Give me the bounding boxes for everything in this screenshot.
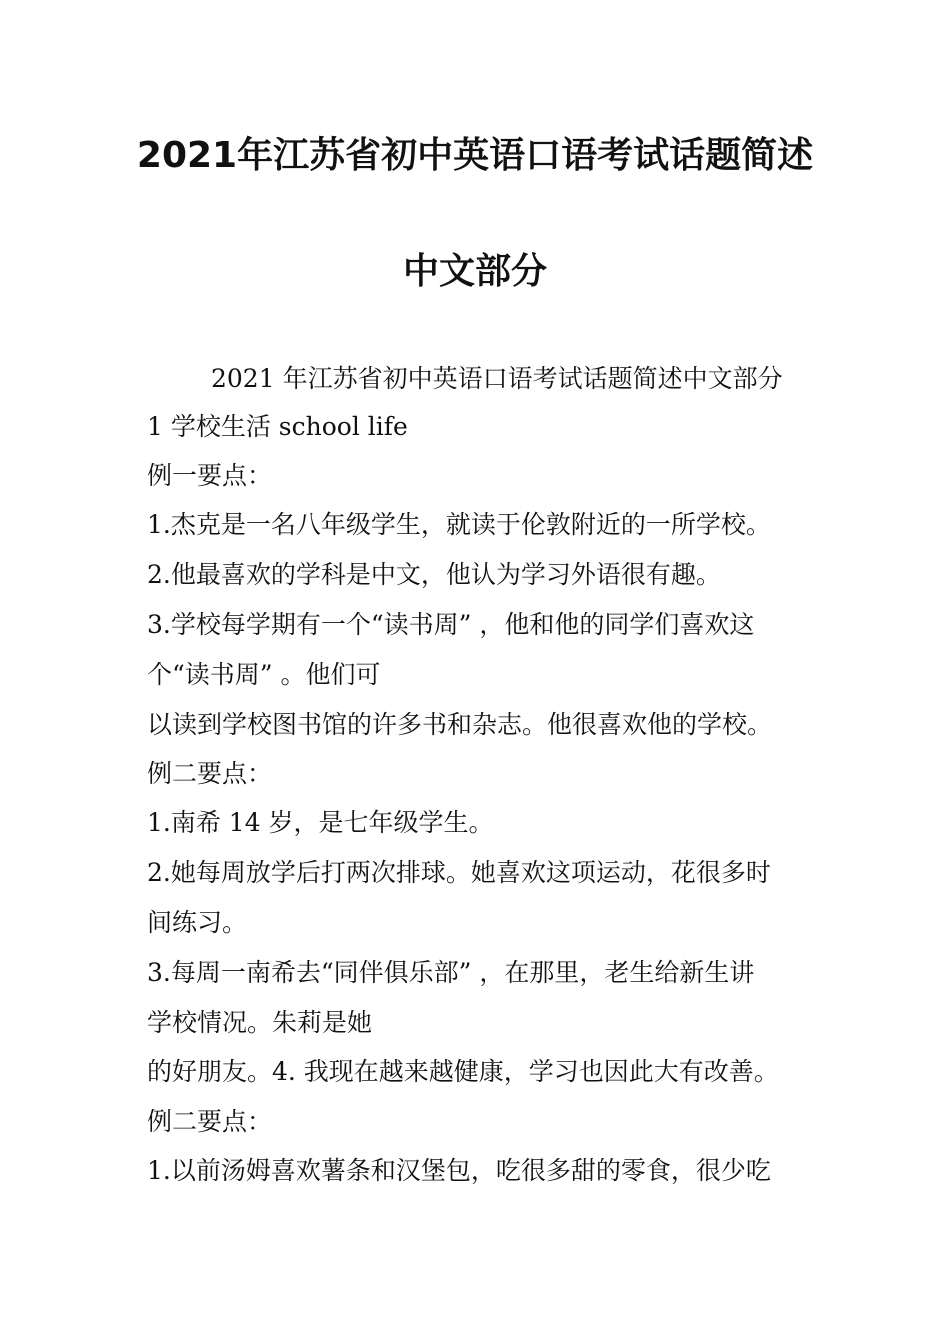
paragraph-line: 2.她每周放学后打两次排球。她喜欢这项运动，花很多时 <box>147 858 771 887</box>
paragraph-line: 以读到学校图书馆的许多书和杂志。他很喜欢他的学校。 <box>147 710 773 739</box>
example-heading: 例二要点： <box>147 1107 273 1136</box>
document-title: 2021年江苏省初中英语口语考试话题简述 <box>136 135 814 176</box>
paragraph-line: 个“读书周” 。他们可 <box>147 660 381 689</box>
paragraph-line: 学校情况。朱莉是她 <box>147 1008 373 1037</box>
paragraph-line: 1.以前汤姆喜欢薯条和汉堡包，吃很多甜的零食，很少吃 <box>147 1156 771 1185</box>
paragraph-line: 1.杰克是一名八年级学生，就读于伦敦附近的一所学校。 <box>147 510 771 539</box>
example-heading: 例二要点： <box>147 759 273 788</box>
topic-heading: 1 学校生活 school life <box>147 412 408 441</box>
paragraph-line: 的好朋友。4. 我现在越来越健康，学习也因此大有改善。 <box>147 1057 779 1086</box>
document-subtitle: 中文部分 <box>402 251 547 292</box>
paragraph-line: 1.南希 14 岁，是七年级学生。 <box>147 808 494 837</box>
paragraph-line: 3.每周一南希去“同伴俱乐部” ，在那里，老生给新生讲 <box>147 958 755 987</box>
example-heading: 例一要点： <box>147 461 273 490</box>
paragraph-line: 2.他最喜欢的学科是中文，他认为学习外语很有趣。 <box>147 560 721 589</box>
paragraph-line: 3.学校每学期有一个“读书周” ，他和他的同学们喜欢这 <box>147 610 755 639</box>
paragraph-line: 间练习。 <box>147 908 248 937</box>
intro-line: 2021 年江苏省初中英语口语考试话题简述中文部分 <box>211 364 783 393</box>
